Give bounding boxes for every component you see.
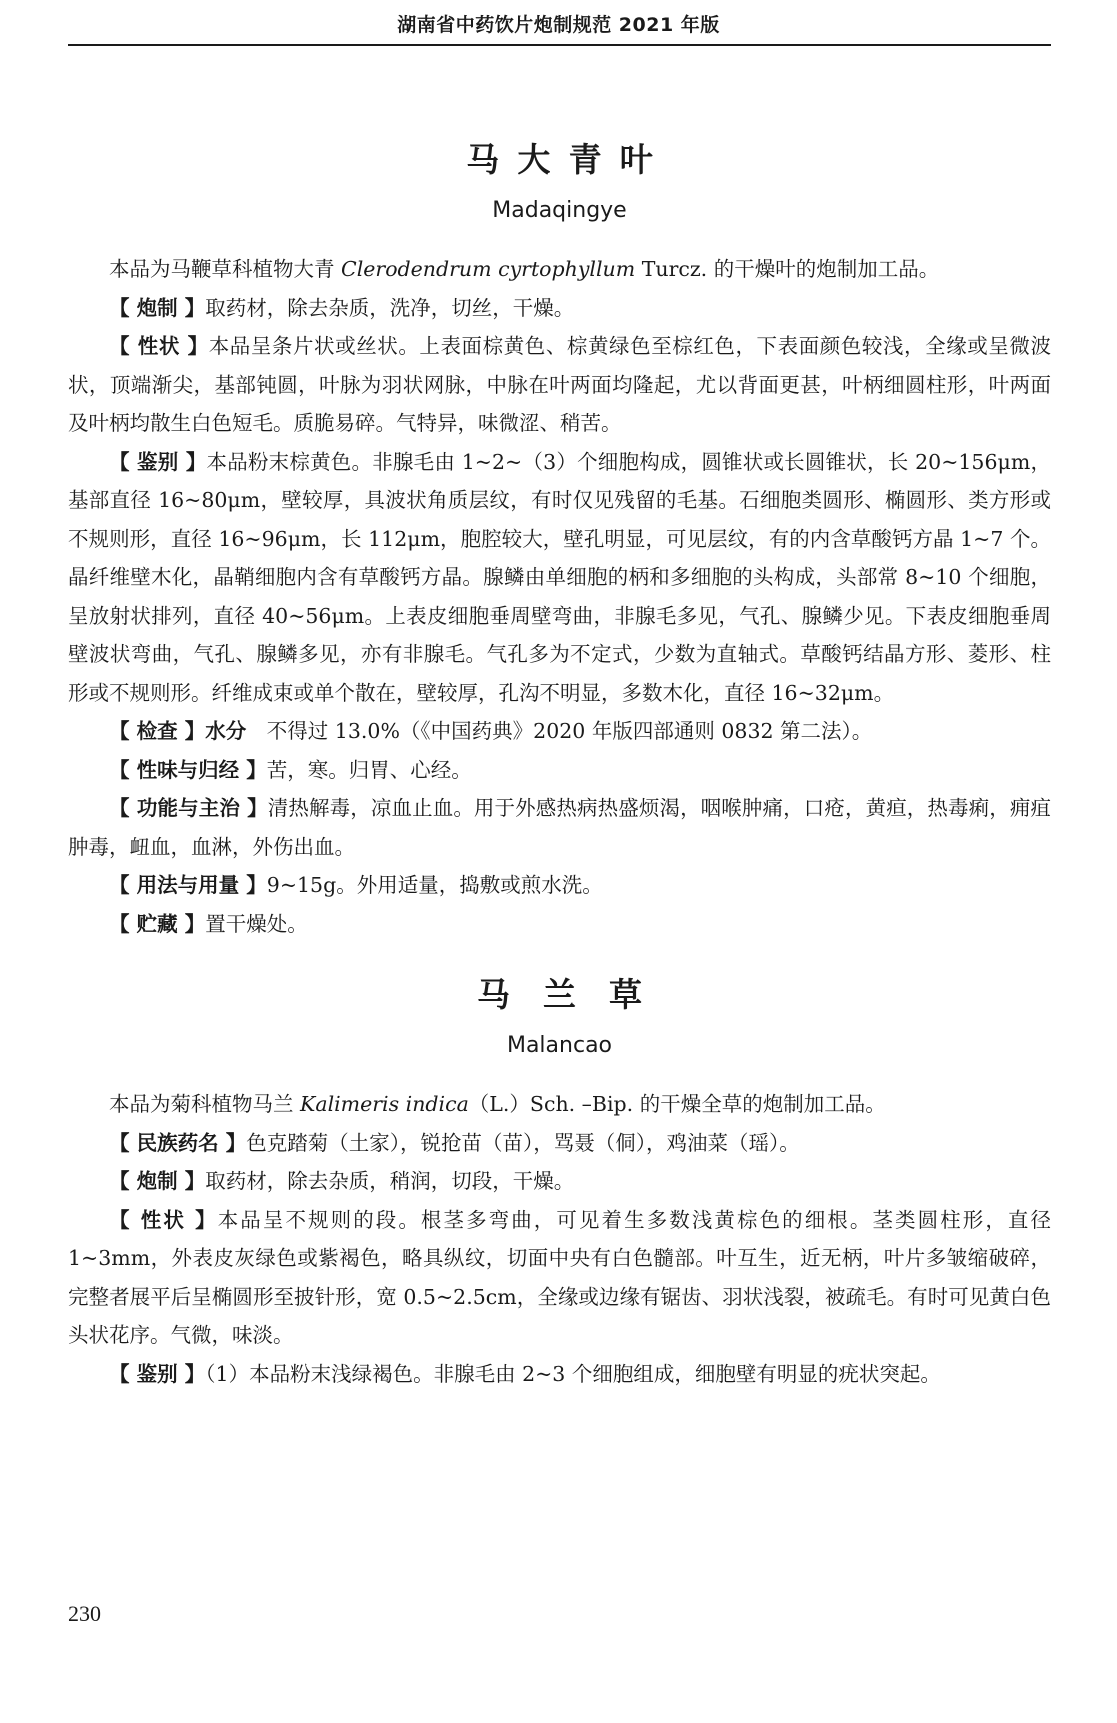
section-tag: 【 鉴别 】	[109, 1361, 206, 1386]
section-identification	[68, 1355, 1051, 1394]
section-tag: 【 性状 】	[109, 334, 209, 358]
entry-madaqingye	[68, 138, 1051, 943]
section-text: 不得过 13.0%（《中国药典》2020 年版四部通则 0832 第二法）。	[266, 719, 873, 743]
intro-text: 本品为马鞭草科植物大青	[109, 257, 342, 281]
section-text: 本品呈不规则的段。根茎多弯曲，可见着生多数浅黄棕色的细根。茎类圆柱形，直径 1~3mm，外表皮灰绿色或紫褐色，略具纵纹，切面中央有白色髓部。叶互生，近无柄，叶片多皱缩破碎，完整者展平后呈椭圆形至披针形，宽 0.5~2.5cm，全缘或边缘有锯齿、羽状浅裂，被疏毛。有时可见黄白色头状花序。气微，味淡。	[68, 1207, 1051, 1347]
section-processing	[68, 1162, 1051, 1201]
section-text: 本品呈条片状或丝状。上表面棕黄色、棕黄绿色至棕红色，下表面颜色较浅，全缘或呈微波状，顶端渐尖，基部钝圆，叶脉为羽状网脉，中脉在叶两面均隆起，尤以背面更甚，叶柄细圆柱形，叶两面及叶柄均散生白色短毛。质脆易碎。气特异，味微涩、稍苦。	[68, 334, 1051, 435]
section-text: 置干燥处。	[205, 911, 308, 936]
latin-name: Clerodendrum cyrtophyllum	[341, 257, 636, 281]
section-tag: 【 功能与主治 】	[109, 796, 268, 820]
section-text: 取药材，除去杂质，稍润，切段，干燥。	[205, 1169, 575, 1193]
section-text: 9~15g。外用适量，捣敷或煎水洗。	[266, 873, 603, 897]
entry-title: 马兰草	[477, 975, 675, 1014]
intro-paragraph	[68, 1085, 1051, 1124]
section-text: 色克踏菊（土家），锐抢苗（苗），骂聂（侗），鸡油菜（瑶）。	[246, 1130, 800, 1155]
intro-text: 本品为菊科植物马兰	[109, 1092, 301, 1116]
latin-name: Kalimeris indica	[300, 1092, 469, 1116]
section-ethnic-names	[68, 1124, 1051, 1163]
section-text: 取药材，除去杂质，洗净，切丝，干燥。	[205, 295, 575, 320]
section-tag: 【 鉴别 】	[109, 449, 207, 474]
section-text: 本品粉末棕黄色。非腺毛由 1~2~（3）个细胞构成，圆锥状或长圆锥状，长 20~156μm，基部直径 16~80μm，壁较厚，具波状角质层纹，有时仅见残留的毛基。石细胞类圆形、椭圆形、类方形或不规则形，直径 16~96μm，长 112μm，胞腔较大，壁孔明显，可见层纹，有的内含草酸钙方晶 1~7 个。晶纤维壁木化，晶鞘细胞内含有草酸钙方晶。腺鳞由单细胞的柄和多细胞的头构成，头部常 8~10 个细胞，呈放射状排列，直径 40~56μm。上表皮细胞垂周壁弯曲，非腺毛多见，气孔、腺鳞少见。下表皮细胞垂周壁波状弯曲，气孔、腺鳞多见，亦有非腺毛。气孔多为不定式，少数为直轴式。草酸钙结晶方形、菱形、柱形或不规则形。纤维成束或单个散在，壁较厚，孔沟不明显，多数木化，直径 16~32μm。	[68, 449, 1051, 705]
entry-pinyin: Malancao	[506, 1033, 613, 1058]
intro-text: Turcz. 的干燥叶的炮制加工品。	[635, 257, 940, 281]
section-tag: 【 炮制 】	[109, 1169, 206, 1193]
section-identification	[68, 443, 1051, 713]
intro-text: （L.）Sch. –Bip. 的干燥全草的炮制加工品。	[468, 1092, 886, 1116]
section-tag: 【 民族药名 】	[109, 1130, 247, 1155]
section-tag: 【 炮制 】	[109, 295, 206, 320]
section-function-indication	[68, 789, 1051, 866]
section-tag: 【 用法与用量 】	[109, 873, 267, 897]
section-text: 苦，寒。归胃、心经。	[266, 757, 472, 782]
section-tag: 【 检查 】水分	[109, 719, 247, 743]
section-tag: 【 性状 】	[109, 1207, 218, 1232]
section-text: （1）本品粉末浅绿褐色。非腺毛由 2~3 个细胞组成，细胞壁有明显的疣状突起。	[205, 1361, 941, 1386]
entry-malancao	[68, 973, 1051, 1393]
section-text: 清热解毒，凉血止血。用于外感热病热盛烦渴，咽喉肿痛，口疮，黄疸，热毒痢，痈疽肿毒，衄血，血淋，外伤出血。	[68, 796, 1051, 859]
section-description	[68, 1201, 1051, 1355]
section-inspection	[68, 712, 1051, 751]
intro-paragraph	[68, 250, 1051, 289]
section-processing	[68, 289, 1051, 328]
section-usage-dosage	[68, 866, 1051, 905]
section-tag: 【 性味与归经 】	[109, 757, 267, 782]
page-content	[68, 52, 1051, 1393]
section-tag: 【 贮藏 】	[109, 911, 206, 936]
section-storage	[68, 905, 1051, 944]
page-number: 230	[68, 1601, 101, 1626]
entry-pinyin: Madaqingye	[492, 198, 627, 223]
header-rule	[68, 44, 1051, 46]
section-description	[68, 327, 1051, 443]
running-header: 湖南省中药饮片炮制规范 2021 年版	[397, 14, 720, 36]
section-nature-meridian	[68, 751, 1051, 790]
entry-title: 马大青叶	[466, 140, 671, 179]
